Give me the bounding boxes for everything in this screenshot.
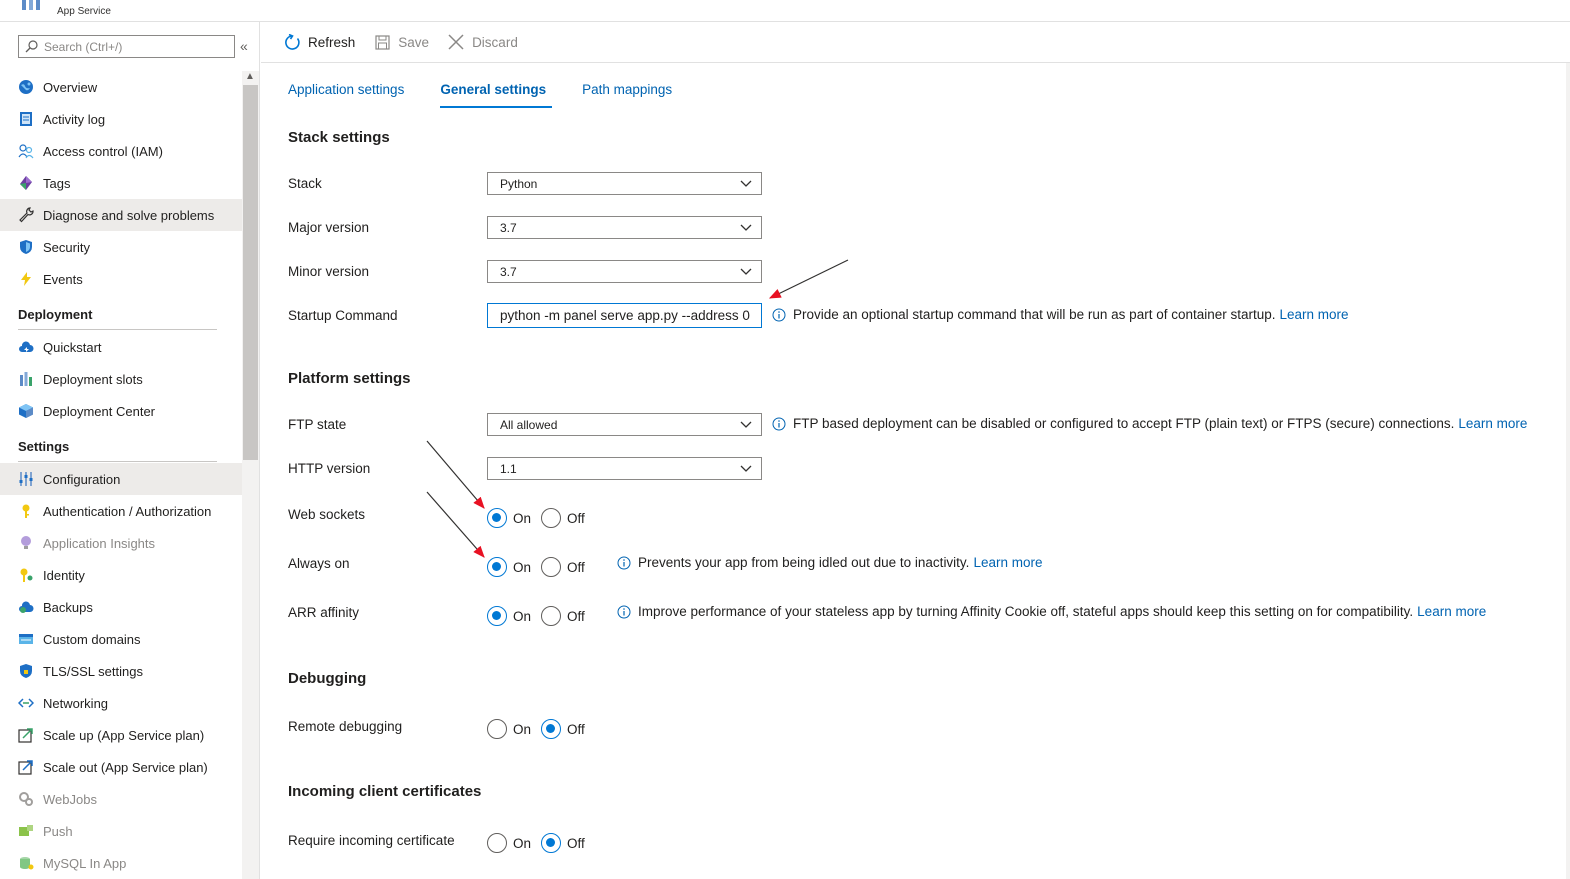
sidebar-item-label: Networking (43, 695, 109, 711)
sidebar-item-authentication[interactable] (0, 495, 242, 527)
always-on-info (617, 555, 1042, 570)
sidebar-item-deployment-slots[interactable] (0, 363, 242, 395)
sidebar-item-access-control[interactable] (0, 135, 242, 167)
require-certificate-on-radio[interactable] (487, 833, 531, 853)
domain-icon (18, 631, 34, 647)
sidebar-item-scale-up[interactable] (0, 719, 242, 751)
tab-application-settings[interactable]: Application settings (288, 82, 405, 97)
sidebar-item-label: Application Insights (43, 535, 156, 551)
sidebar-item-overview[interactable] (0, 71, 242, 103)
nav-section-deployment: Deployment (0, 295, 242, 331)
scale-up-icon (18, 727, 34, 743)
http-version-dropdown[interactable] (487, 457, 762, 480)
sidebar-search[interactable] (18, 35, 235, 58)
sidebar-item-events[interactable] (0, 263, 242, 295)
web-sockets-radio-group (487, 508, 595, 528)
sidebar-item-label: Security (43, 239, 90, 255)
radio-label: Off (567, 721, 585, 737)
stack-value: Python (500, 176, 538, 191)
globe-icon (18, 79, 34, 95)
sidebar-item-label: Activity log (43, 111, 106, 127)
major-version-dropdown[interactable] (487, 216, 762, 239)
minor-version-label: Minor version (288, 264, 370, 279)
startup-command-field[interactable] (487, 303, 762, 328)
ftp-state-info (772, 416, 1527, 431)
sidebar-item-label: Events (43, 271, 83, 287)
info-icon (617, 556, 631, 570)
app-subtitle: App Service (57, 6, 111, 17)
sidebar-nav (0, 71, 242, 879)
arr-affinity-off-radio[interactable] (541, 606, 585, 626)
debugging-title: Debugging (288, 670, 367, 687)
require-certificate-off-radio[interactable] (541, 833, 585, 853)
always-on-label: Always on (288, 556, 350, 571)
sidebar-item-networking[interactable] (0, 687, 242, 719)
push-icon (18, 823, 34, 839)
radio-label: On (513, 835, 532, 851)
startup-learn-more-link[interactable]: Learn more (1279, 307, 1349, 322)
radio-circle (541, 606, 561, 626)
annotation-arrow-websockets (427, 441, 484, 508)
slots-icon (18, 371, 34, 387)
radio-circle (541, 833, 561, 853)
sidebar-item-label: Deployment Center (43, 403, 155, 419)
content-scroll-track (1566, 63, 1570, 879)
sidebar-item-label: Scale out (App Service plan) (43, 759, 208, 775)
sidebar-item-security[interactable] (0, 231, 242, 263)
activity-log-icon (18, 111, 34, 127)
refresh-button[interactable] (283, 33, 355, 51)
identity-key-icon (18, 567, 34, 583)
chevron-down-icon (731, 261, 761, 282)
startup-command-label: Startup Command (288, 308, 398, 323)
app-service-logo-icon (20, 0, 44, 12)
people-icon (18, 143, 34, 159)
radio-circle (487, 719, 507, 739)
radio-label: Off (567, 608, 585, 624)
refresh-icon (283, 33, 301, 51)
remote-debugging-on-radio[interactable] (487, 719, 531, 739)
wrench-icon (18, 207, 34, 223)
ftp-state-value: All allowed (500, 417, 558, 432)
ftp-state-label: FTP state (288, 417, 347, 432)
chevron-down-icon (731, 414, 761, 435)
search-icon (25, 40, 38, 53)
sidebar (0, 22, 260, 879)
always-on-info-text: Prevents your app from being idled out due to inactivity. (638, 555, 970, 570)
radio-label: On (513, 510, 532, 526)
sidebar-search-input[interactable] (44, 40, 224, 54)
annotation-arrow-startup (770, 260, 848, 298)
web-sockets-off-radio[interactable] (541, 508, 585, 528)
backup-cloud-icon (18, 599, 34, 615)
remote-debugging-label: Remote debugging (288, 719, 403, 734)
always-on-learn-more-link[interactable]: Learn more (973, 555, 1043, 570)
http-version-label: HTTP version (288, 461, 371, 476)
sidebar-item-label: Tags (43, 175, 71, 191)
stack-label: Stack (288, 176, 322, 191)
info-icon (772, 308, 786, 322)
http-version-value: 1.1 (500, 461, 517, 476)
command-bar (261, 22, 1570, 63)
sidebar-item-label: Diagnose and solve problems (43, 207, 215, 223)
sidebar-item-custom-domains[interactable] (0, 623, 242, 655)
web-sockets-on-radio[interactable] (487, 508, 531, 528)
app-header (0, 0, 1570, 22)
radio-label: Off (567, 835, 585, 851)
radio-circle (541, 557, 561, 577)
sidebar-item-tags[interactable] (0, 167, 242, 199)
collapse-sidebar-button[interactable]: « (240, 38, 248, 54)
sidebar-item-label: Overview (43, 79, 98, 95)
sidebar-item-label: MySQL In App (43, 855, 127, 871)
radio-circle (487, 833, 507, 853)
stack-dropdown[interactable] (487, 172, 762, 195)
sidebar-item-label: Push (43, 823, 73, 839)
major-version-label: Major version (288, 220, 370, 235)
scrollbar-thumb[interactable] (243, 85, 258, 460)
sidebar-item-label: Quickstart (43, 339, 102, 355)
sidebar-item-backups[interactable] (0, 591, 242, 623)
sidebar-item-label: Backups (43, 599, 93, 615)
sliders-icon (18, 471, 34, 487)
minor-version-value: 3.7 (500, 264, 517, 279)
sidebar-item-identity[interactable] (0, 559, 242, 591)
key-icon (18, 503, 34, 519)
chevron-down-icon (731, 173, 761, 194)
stack-settings-title: Stack settings (288, 129, 390, 146)
arr-affinity-radio-group (487, 606, 595, 626)
ftp-state-dropdown[interactable] (487, 413, 762, 436)
sidebar-item-application-insights[interactable] (0, 527, 242, 559)
info-icon (772, 417, 786, 431)
sidebar-item-webjobs[interactable] (0, 783, 242, 815)
networking-icon (18, 695, 34, 711)
save-icon (373, 33, 391, 51)
cube-icon (18, 403, 34, 419)
sidebar-item-mysql-in-app[interactable] (0, 847, 242, 879)
radio-label: Off (567, 510, 585, 526)
major-version-value: 3.7 (500, 220, 517, 235)
require-certificate-radio-group (487, 833, 595, 853)
always-on-on-radio[interactable] (487, 557, 531, 577)
radio-circle (541, 719, 561, 739)
require-certificate-label: Require incoming certificate (288, 833, 455, 848)
scroll-up-arrow-icon[interactable]: ▲ (245, 71, 255, 82)
discard-label: Discard (472, 34, 518, 50)
web-sockets-label: Web sockets (288, 507, 366, 522)
save-label: Save (398, 34, 430, 50)
radio-label: On (513, 721, 532, 737)
radio-circle (487, 606, 507, 626)
save-button[interactable] (373, 33, 429, 51)
ftp-learn-more-link[interactable]: Learn more (1458, 416, 1528, 431)
ftp-state-info-text: FTP based deployment can be disabled or configured to accept FTP (plain text) or FTPS (secure) connections. (793, 416, 1455, 431)
tls-shield-icon (18, 663, 34, 679)
tab-path-mappings[interactable]: Path mappings (582, 82, 673, 97)
sidebar-item-label: TLS/SSL settings (43, 663, 143, 679)
lightning-icon (18, 271, 34, 287)
client-certificates-title: Incoming client certificates (288, 783, 482, 800)
sidebar-item-deployment-center[interactable] (0, 395, 242, 427)
arr-affinity-info (617, 604, 1486, 619)
sidebar-item-label: Authentication / Authorization (43, 503, 212, 519)
sidebar-item-label: Identity (43, 567, 85, 583)
remote-debugging-radio-group (487, 719, 595, 739)
sidebar-scrollbar[interactable] (242, 71, 259, 879)
sidebar-item-label: Scale up (App Service plan) (43, 727, 205, 743)
refresh-label: Refresh (308, 34, 356, 50)
sidebar-item-label: Access control (IAM) (43, 143, 163, 159)
chevron-down-icon (731, 217, 761, 238)
radio-label: On (513, 608, 532, 624)
arr-affinity-info-text: Improve performance of your stateless app by turning Affinity Cookie off, stateful apps should keep this setting on for compatibility. (638, 604, 1414, 619)
bulb-icon (18, 535, 34, 551)
radio-circle (541, 508, 561, 528)
sidebar-item-push[interactable] (0, 815, 242, 847)
close-icon (447, 33, 465, 51)
startup-command-input[interactable] (500, 308, 750, 323)
sidebar-item-configuration[interactable] (0, 463, 242, 495)
sidebar-item-label: Configuration (43, 471, 121, 487)
sidebar-item-tls-ssl[interactable] (0, 655, 242, 687)
cloud-icon (18, 339, 34, 355)
webjobs-gear-icon (18, 791, 34, 807)
radio-circle (487, 557, 507, 577)
arr-affinity-label: ARR affinity (288, 605, 360, 620)
sidebar-item-quickstart[interactable] (0, 331, 242, 363)
mysql-icon (18, 855, 34, 871)
scale-out-icon (18, 759, 34, 775)
tab-general-settings[interactable]: General settings (440, 82, 546, 105)
always-on-off-radio[interactable] (541, 557, 585, 577)
discard-button[interactable] (447, 33, 518, 51)
sidebar-item-label: Deployment slots (43, 371, 143, 387)
radio-label: On (513, 559, 532, 575)
arr-affinity-on-radio[interactable] (487, 606, 531, 626)
radio-circle (487, 508, 507, 528)
nav-section-settings: Settings (0, 427, 242, 463)
tag-icon (18, 175, 34, 191)
info-icon (617, 605, 631, 619)
annotation-arrow-always-on (427, 492, 484, 557)
radio-label: Off (567, 559, 585, 575)
settings-tabs (288, 82, 708, 105)
sidebar-item-label: WebJobs (43, 791, 97, 807)
sidebar-item-scale-out[interactable] (0, 751, 242, 783)
startup-command-info-text: Provide an optional startup command that will be run as part of container startup. (793, 307, 1276, 322)
sidebar-item-diagnose[interactable] (0, 199, 242, 231)
arr-learn-more-link[interactable]: Learn more (1417, 604, 1487, 619)
remote-debugging-off-radio[interactable] (541, 719, 585, 739)
sidebar-item-label: Custom domains (43, 631, 141, 647)
chevron-down-icon (731, 458, 761, 479)
shield-icon (18, 239, 34, 255)
always-on-radio-group (487, 557, 595, 577)
sidebar-item-activity-log[interactable] (0, 103, 242, 135)
startup-command-info (772, 307, 1349, 322)
minor-version-dropdown[interactable] (487, 260, 762, 283)
platform-settings-title: Platform settings (288, 370, 411, 387)
